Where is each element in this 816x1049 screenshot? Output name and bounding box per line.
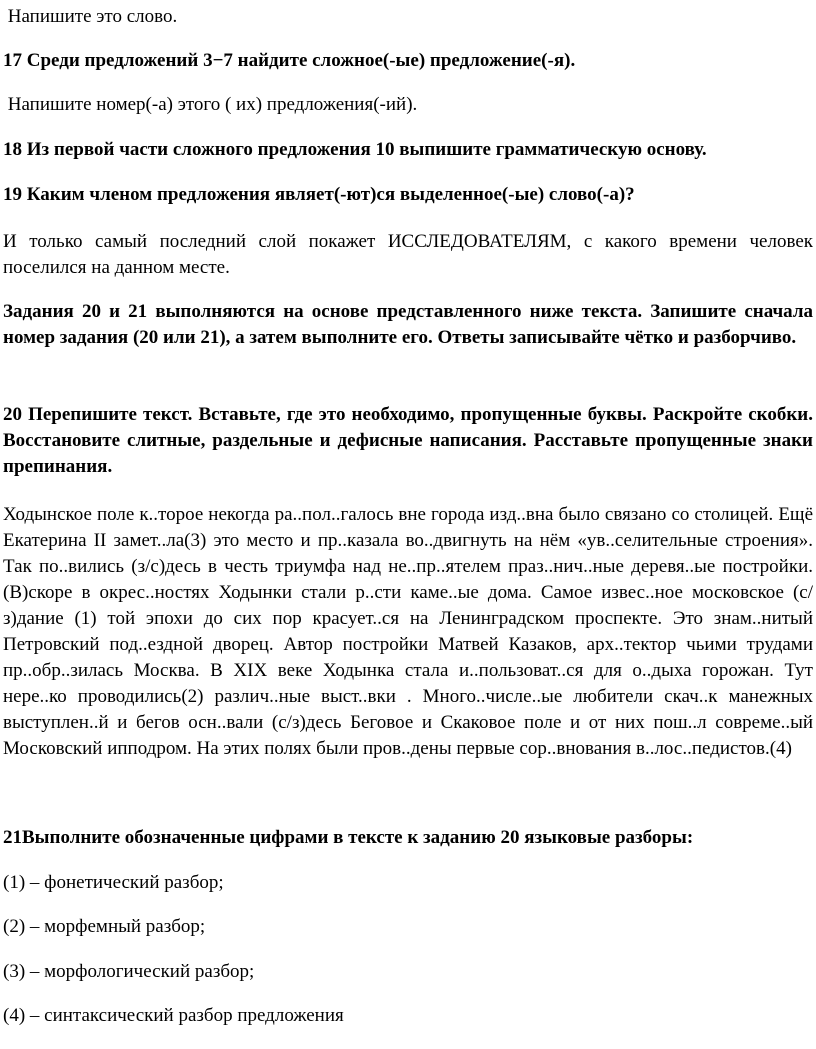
task21-item-1: (1) – фонетический разбор;: [3, 872, 224, 893]
task21-item-2: (2) – морфемный разбор;: [3, 916, 206, 937]
task19-sentence: И только самый последний слой покажет ИССЛЕДОВАТЕЛЯМ, с какого времени человек поселился на данном месте.: [3, 231, 813, 278]
task20-title: 20 Перепишите текст. Вставьте, где это необходимо, пропущенные буквы. Раскройте скобки. Восстановите слитные, раздельные и дефисные написания. Расставьте пропущенные знаки препинания.: [3, 404, 813, 477]
task20-text: Ходынское поле к..торое некогда ра..пол..галось вне города изд..вна было связано со столицей. Ещё Екатерина II замет..ла(3) это место и пр..казала во..двигнуть на нём «ув..селительные строения». Так по..вились (з/с)десь в честь триумфа над не..пр..ятелем праз..нич..ные деревя..ые постройки. (В)скоре в окрес..ностях Ходынки стали р..сти каме..ые дома. Самое извес..ное московское (с/з)дание (1) той эпохи до сих пор красует..ся на Ленинградском проспекте. Это знам..нитый Петровский под..ездной дворец. Автор постройки Матвей Казаков, арх..тектор чьими трудами пр..обр..зилась Москва. В XIX веке Ходынка стала и..пользоват..ся для о..дыха горожан. Тут нере..ко проводились(2) различ..ные выст..вки . Много..числе..ые любители скач..к манежных выступлен..й и бегов осн..вали (с/з)десь Беговое и Скаковое поле и от них пош..л совреме..ый Московский ипподром. На этих полях были пров..дены первые сор..внования в..лос..педистов.(4): [3, 504, 813, 759]
write-word-line: Напишите это слово.: [3, 6, 178, 27]
task21-item-4: (4) – синтаксический разбор предложения: [3, 1005, 344, 1026]
tasks-20-21-intro: Задания 20 и 21 выполняются на основе представленного ниже текста. Запишите сначала номер задания (20 или 21), а затем выполните его. Ответы записывайте чётко и разборчиво.: [3, 301, 813, 348]
task21-title: 21Выполните обозначенные цифрами в тексте к заданию 20 языковые разборы:: [3, 827, 694, 848]
task17-title: 17 Среди предложений 3−7 найдите сложное(-ые) предложение(-я).: [3, 50, 576, 71]
task17-note: Напишите номер(-а) этого ( их) предложения(-ий).: [3, 94, 418, 115]
task18-title: 18 Из первой части сложного предложения 10 выпишите грамматическую основу.: [3, 139, 707, 160]
task19-title: 19 Каким членом предложения являет(-ют)ся выделенное(-ые) слово(-а)?: [3, 184, 635, 205]
task21-item-3: (3) – морфологический разбор;: [3, 961, 255, 982]
